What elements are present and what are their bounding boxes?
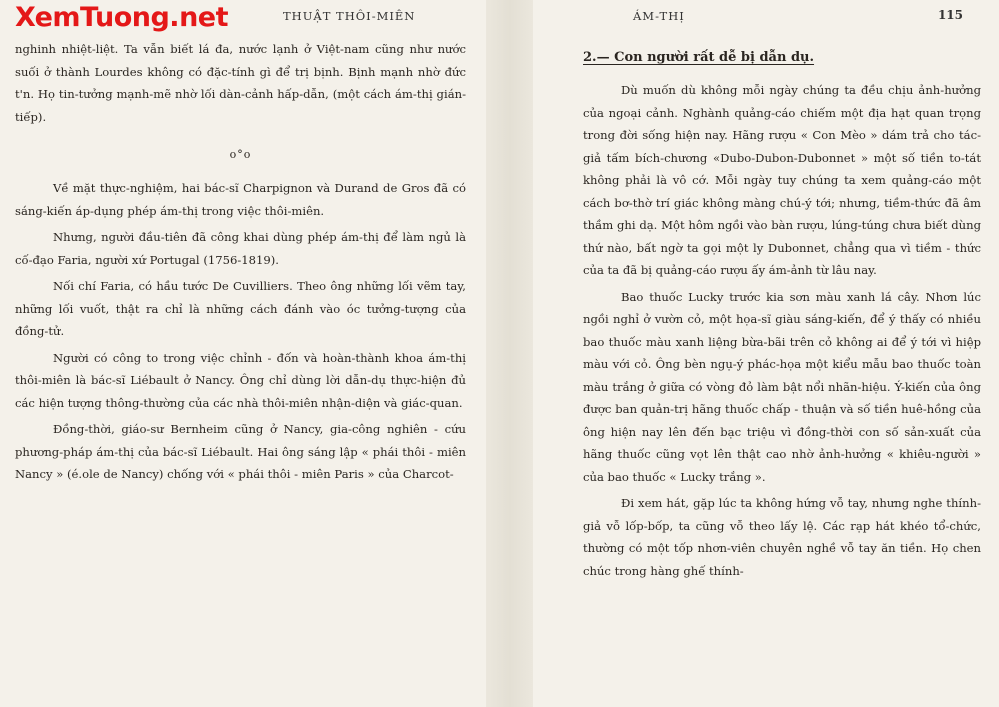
left-page-body <box>15 38 466 486</box>
paragraph: Nhưng, người đầu-tiên đã công khai dùng phép ám-thị để làm ngủ là cố-đạo Faria, người xứ Portugal (1756-1819). <box>15 230 466 267</box>
section-title: 2.— Con người rất dễ bị dẫn dụ. <box>583 50 815 65</box>
left-page <box>0 0 486 707</box>
page-number: 115 <box>937 8 963 22</box>
right-running-head: ÁM-THỊ <box>633 9 685 23</box>
right-page-header <box>583 0 981 36</box>
paragraph: Đồng-thời, giáo-sư Bernheim cũng ở Nancy, gia-công nghiên - cứu phương-pháp ám-thị của bác-sĩ Liébault. Hai ông sáng lập « phái thôi - miên Nancy » (é.ole de Nancy) chống với « phái thôi - miên Paris » của Charcot- <box>15 422 466 481</box>
paragraph: nghinh nhiệt-liệt. Ta vẫn biết lá đa, nước lạnh ở Việt-nam cũng như nước suối ở thành Lourdes không có đặc-tính gì để trị bịnh. Bịnh mạnh nhờ đức t'n. Họ tin-tưởng mạnh-mẽ nhờ lối dàn-cảnh hấp-dẫn, (một cách ám-thị gián-tiếp). <box>15 42 466 124</box>
right-page <box>533 0 999 707</box>
paragraph: Bao thuốc Lucky trước kia sơn màu xanh lá cây. Nhơn lúc ngồi nghỉ ở vườn cỏ, một họa-sĩ giàu sáng-kiến, để ý thấy có nhiều bao thuốc màu xanh liệng bừa-bãi trên cỏ không ai để ý tới vì hiệp màu với cỏ. Ông bèn ngụ-ý phác-họa một kiểu mẫu bao thuốc toàn màu trắng ở giữa có vòng đỏ làm bật nổi nhãn-hiệu. Ý-kiến của ông được ban quản-trị hãng thuốc chấp - thuận và số tiền huê-hồng của ông hiện nay lên đến bạc triệu vì đồng-thời con số sản-xuất của hãng thuốc cũng vọt lên thật cao nhờ ảnh-hưởng « khiêu-người » của bao thuốc « Lucky trắng ». <box>583 289 981 484</box>
paragraph: Đi xem hát, gặp lúc ta không hứng vỗ tay, nhưng nghe thính-giả vỗ lốp-bốp, ta cũng vỗ theo lấy lệ. Các rạp hát khéo tổ-chức, thường có một tốp nhơn-viên chuyên nghề vỗ tay ăn tiền. Họ chen chúc trong hàng ghế thính- <box>583 496 981 578</box>
paragraph: Nối chí Faria, có hầu tước De Cuvilliers. Theo ông những lối vẽm tay, những lối vuốt, thật ra chỉ là những cách đánh vào óc tưởng-tượng của đồng-tử. <box>15 279 466 338</box>
watermark-logo[interactable]: XemTuong.net <box>15 2 229 33</box>
left-page-header <box>15 0 466 36</box>
paragraph: Về mặt thực-nghiệm, hai bác-sĩ Charpignon và Durand de Gros đã có sáng-kiến áp-dụng phép ám-thị trong việc thôi-miên. <box>15 181 466 218</box>
right-page-body <box>583 50 981 582</box>
section-ornament: o°o <box>229 148 252 161</box>
left-running-head: THUẬT THÔI-MIÊN <box>283 9 416 23</box>
paragraph: Dù muốn dù không mỗi ngày chúng ta đều chịu ảnh-hưởng của ngoại cảnh. Nghành quảng-cáo chiếm một địa hạt quan trọng trong đời sống hiện nay. Hãng rượu « Con Mèo » dám trả cho tác-giả tấm bích-chương «Dubo-Dubon-Dubonnet » một số tiền to-tát không phải là vô cớ. Mỗi ngày tuy chúng ta xem quảng-cáo một cách bơ-thờ trí giác không màng chú-ý tới; nhưng, tiềm-thức đã âm thầm ghi dạ. Một hôm ngồi vào bàn rượu, lúng-túng chưa biết dùng thứ nào, bất ngờ ta gọi một ly Dubonnet, chẳng qua vì tiềm - thức của ta đã bị quảng-cáo rượu ấy ám-ảnh từ lâu nay. <box>583 83 981 277</box>
paragraph: Người có công to trong việc chỉnh - đốn và hoàn-thành khoa ám-thị thôi-miên là bác-sĩ Liébault ở Nancy. Ông chỉ dùng lời dẫn-dụ thực-hiện đủ các hiện tượng thông-thường của các nhà thôi-miên nhận-diện và giác-quan. <box>15 350 466 410</box>
book-gutter <box>486 0 533 707</box>
